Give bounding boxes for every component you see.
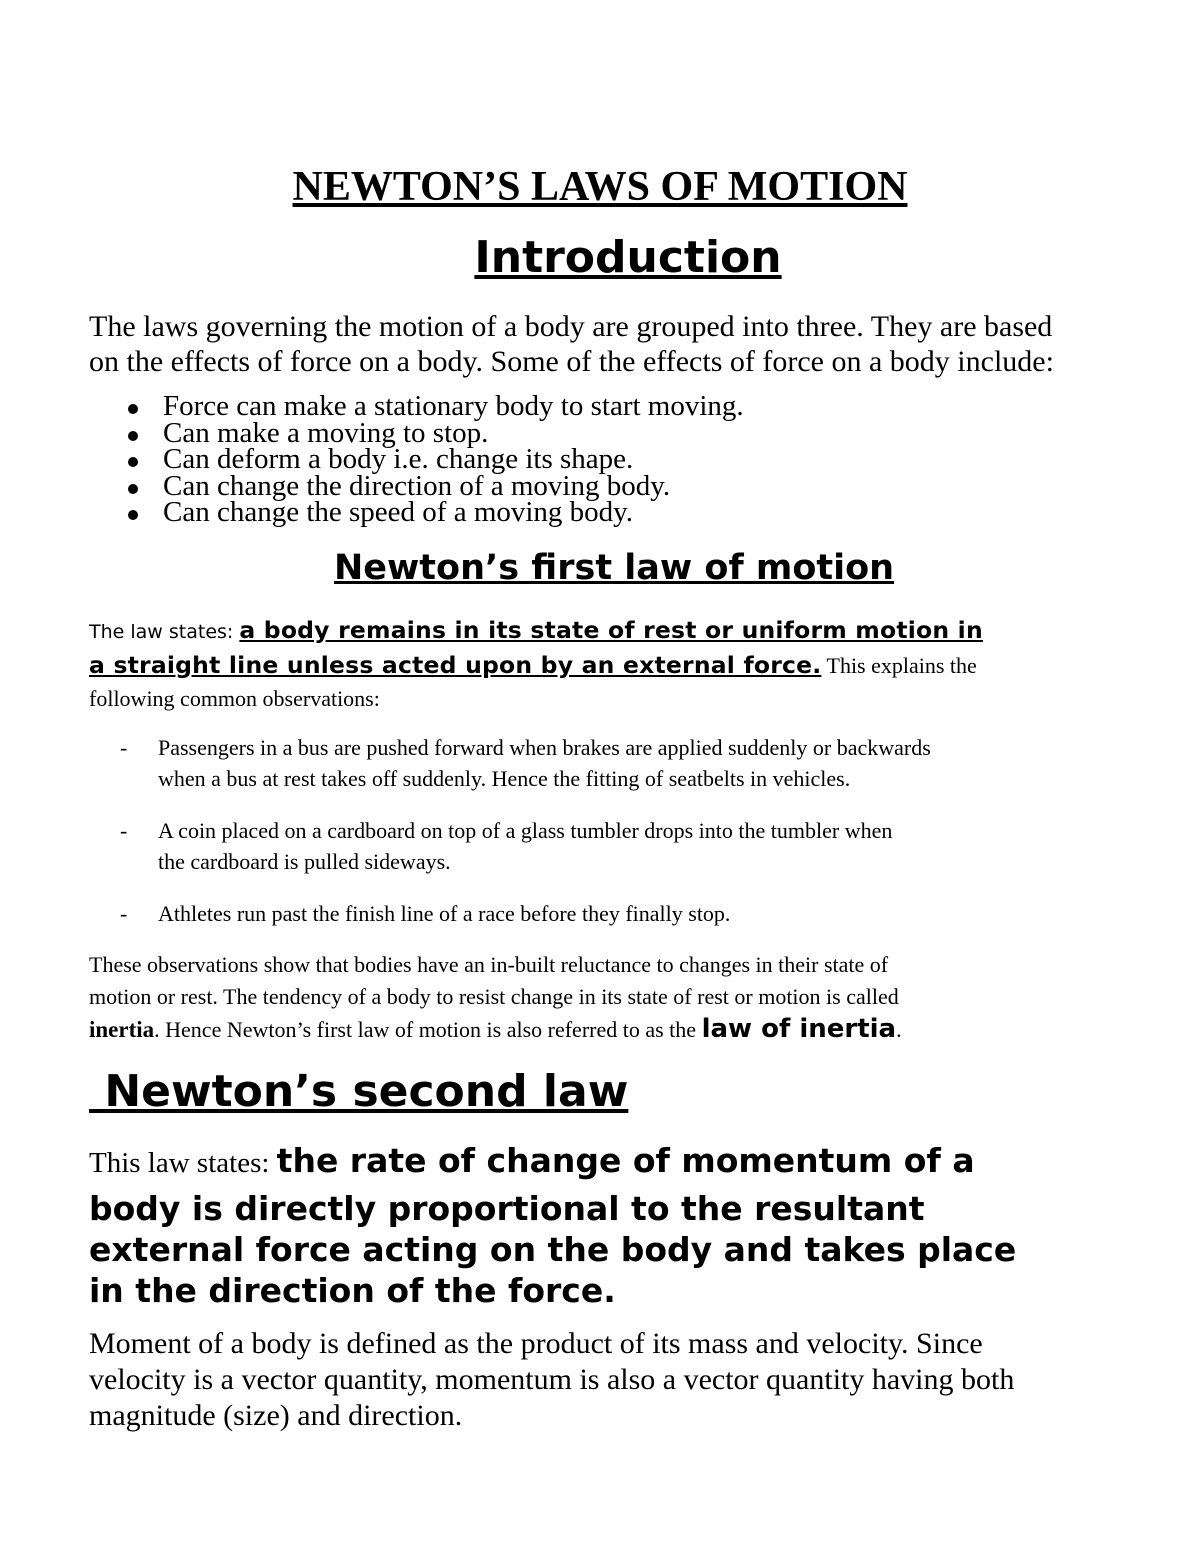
list-item-text: Passengers in a bus are pushed forward when brakes are applied suddenly or backwards bbox=[158, 735, 931, 760]
first-law-lead: The law states: bbox=[89, 621, 240, 643]
document-title: NEWTON’S LAWS OF MOTION bbox=[292, 164, 908, 210]
paragraph-text: . Hence Newton’s first law of motion is also referred to as the bbox=[154, 1017, 702, 1042]
list-item bbox=[128, 496, 744, 529]
list-item bbox=[120, 732, 931, 794]
bullet-icon bbox=[128, 510, 138, 520]
first-law-heading: Newton’s first law of motion bbox=[333, 548, 895, 588]
second-law-statement-text: external force acting on the body and takes place bbox=[89, 1230, 1017, 1269]
second-law-statement-text: the rate of change of momentum of a bbox=[276, 1141, 975, 1180]
observation-item bbox=[120, 732, 931, 794]
list-item-text: when a bus at rest takes off suddenly. Hence the fitting of seatbelts in vehicles. bbox=[158, 766, 851, 791]
bullet-icon bbox=[128, 431, 138, 441]
inertia-term: inertia bbox=[89, 1017, 155, 1042]
introduction-paragraph bbox=[89, 309, 1054, 379]
first-law-statement bbox=[89, 614, 1149, 715]
bullet-icon bbox=[128, 484, 138, 494]
momentum-paragraph bbox=[89, 1326, 1149, 1434]
law-of-inertia-term: law of inertia bbox=[701, 1014, 897, 1044]
second-law-statement-text: body is directly proportional to the resultant bbox=[89, 1189, 925, 1228]
list-item-text: Can change the direction of a moving body. bbox=[163, 469, 671, 502]
bullet-icon bbox=[128, 457, 138, 467]
list-item bbox=[128, 469, 744, 502]
second-law-statement-text: in the direction of the force. bbox=[89, 1271, 616, 1310]
first-law-statement-text: a body remains in its state of rest or uniform motion in bbox=[239, 616, 983, 644]
list-item-text: Can change the speed of a moving body. bbox=[163, 496, 634, 529]
list-item-text: Can deform a body i.e. change its shape. bbox=[163, 443, 634, 476]
paragraph-text: . bbox=[896, 1017, 902, 1042]
second-law-statement bbox=[89, 1140, 1169, 1311]
list-item bbox=[120, 815, 892, 877]
observation-item bbox=[120, 815, 892, 877]
list-item bbox=[128, 416, 744, 449]
list-item-text: Athletes run past the finish line of a race before they finally stop. bbox=[158, 901, 731, 926]
dash-marker: - bbox=[120, 818, 128, 843]
introduction-paragraph-line: The laws governing the motion of a body are grouped into three. They are based bbox=[89, 310, 1053, 343]
paragraph-line: velocity is a vector quantity, momentum is also a vector quantity having both bbox=[89, 1363, 1015, 1396]
paragraph-line: Moment of a body is defined as the product of its mass and velocity. Since bbox=[89, 1327, 983, 1360]
first-law-statement-text: a straight line unless acted upon by an external force. bbox=[89, 651, 822, 679]
dash-marker: - bbox=[120, 735, 128, 760]
list-item-text: A coin placed on a cardboard on top of a glass tumbler drops into the tumbler when bbox=[158, 818, 893, 843]
dash-marker: - bbox=[120, 901, 128, 926]
first-law-followup: following common observations: bbox=[89, 686, 380, 711]
observation-item bbox=[120, 898, 730, 929]
list-item bbox=[128, 390, 744, 422]
list-item bbox=[120, 898, 730, 929]
introduction-heading: Introduction bbox=[474, 232, 782, 283]
paragraph-line: These observations show that bodies have an in-built reluctance to changes in their state of bbox=[89, 952, 889, 977]
list-item bbox=[128, 443, 744, 476]
bullet-icon bbox=[128, 404, 138, 414]
list-item-text: Force can make a stationary body to start moving. bbox=[163, 390, 744, 422]
paragraph-line: motion or rest. The tendency of a body to resist change in its state of rest or motion is called bbox=[89, 984, 899, 1009]
inertia-paragraph bbox=[89, 949, 1149, 1046]
second-law-lead: This law states: bbox=[89, 1147, 277, 1179]
paragraph-line: magnitude (size) and direction. bbox=[89, 1399, 463, 1432]
list-item-text: Can make a moving to stop. bbox=[163, 416, 489, 449]
first-law-followup: This explains the bbox=[821, 653, 977, 678]
introduction-paragraph-line: on the effects of force on a body. Some of the effects of force on a body include: bbox=[89, 345, 1054, 378]
list-item-text: the cardboard is pulled sideways. bbox=[158, 849, 451, 874]
second-law-heading: Newton’s second law bbox=[89, 1066, 629, 1117]
effects-of-force-list bbox=[128, 390, 744, 529]
